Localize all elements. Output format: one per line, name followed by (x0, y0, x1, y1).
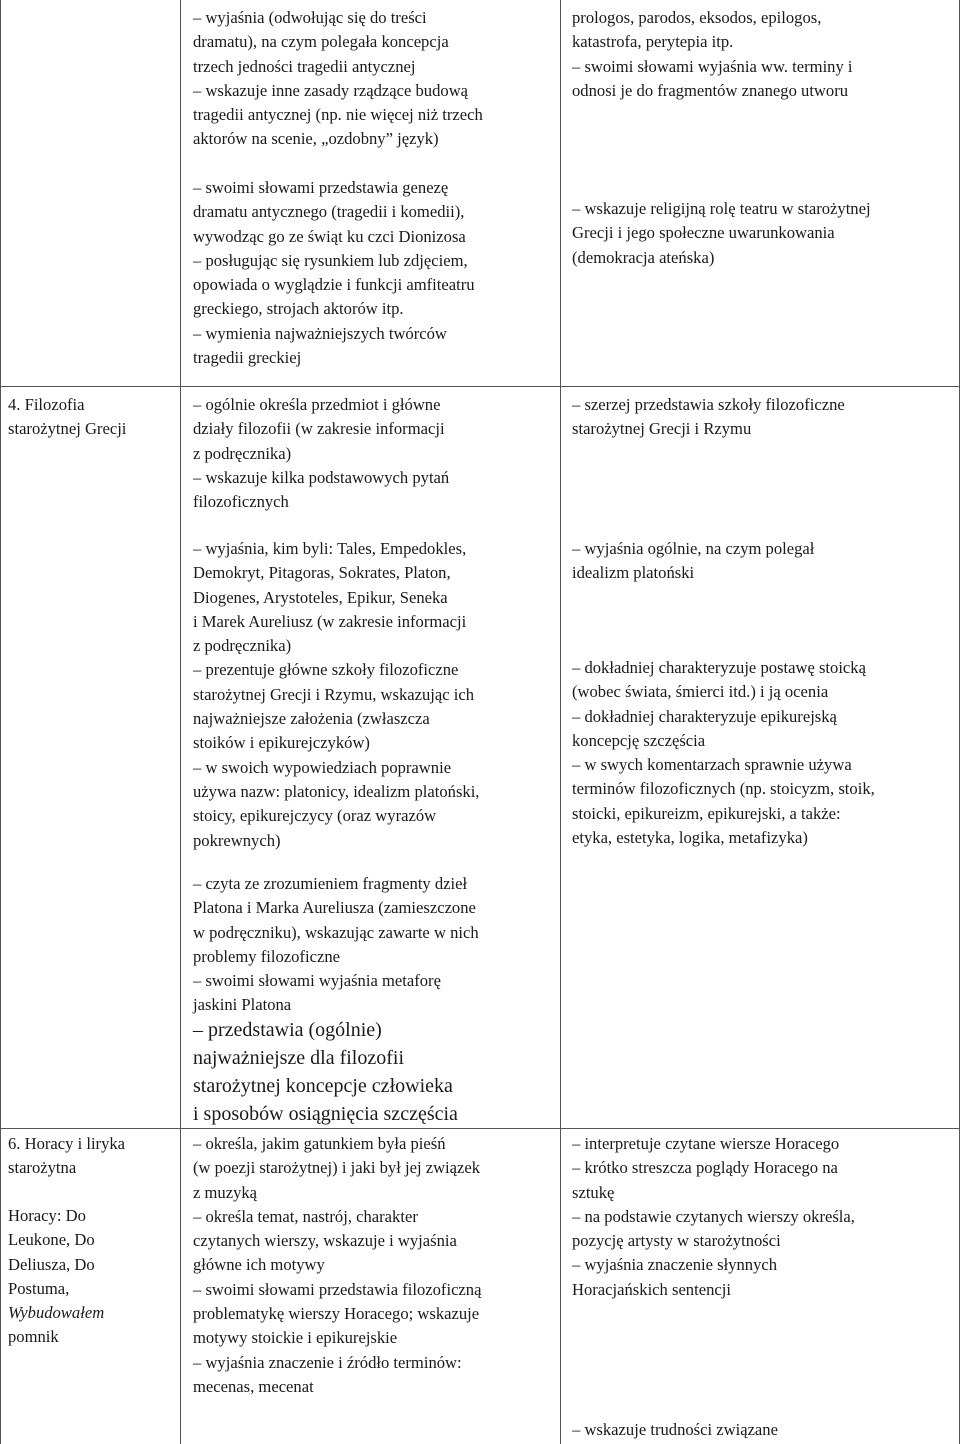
row3-col3b1: – wyjaśnia ogólnie, na czym polegał idealizm platoński (572, 539, 815, 583)
row3-col2b: – wyjaśnia, kim byli: Tales, Empedokles, Demokryt, Pitagoras, Sokrates, Platon, Diogenes, Arystoteles, Epikur, Seneka i Marek Aureliusz (w zakresie informacji z podręcznika) – prezentuje główne szkoły filozoficzne starożytnej Grecji i Rzymu, wskazując ich najważniejsze założenia (zwłaszcza stoików i epikurejczyków) – w swoich wypowiedziach poprawnie używa nazw: platonicy, idealizm platoński, stoicy, epikurejczycy (oraz wyrazów pokrewnych) (193, 539, 480, 850)
row1-col3: prologos, parodos, eksodos, epilogos, katastrofa, perytepia itp. – swoimi słowami wyjaśnia ww. terminy i odnosi je do fragmentów znanego utworu (572, 8, 853, 100)
row3-col2a: – ogólnie określa przedmiot i główne działy filozofii (w zakresie informacji z podręcznika) – wskazuje kilka podstawowych pytań filozoficznych (193, 395, 450, 512)
row2-col3: – wskazuje religijną rolę teatru w starożytnej Grecji i jego społeczne uwarunkowania (demokracja ateńska) (572, 199, 871, 267)
row4-topic: 6. Horacy i liryka starożytna (8, 1134, 126, 1178)
table-border-row-2 (0, 1128, 960, 1129)
row3-col2c: – czyta ze zrozumieniem fragmenty dzieł Platona i Marka Aureliusza (zamieszczone w podręczniku), wskazując zawarte w nich problemy filozoficzne – swoimi słowami wyjaśnia metaforę jaskini Platona (193, 874, 479, 1015)
row4-topic-works: Horacy: Do Leukone, Do Deliusza, Do Postuma, Wybudowałem pomnik (8, 1206, 105, 1347)
table-border-row-1 (0, 386, 960, 387)
table-border-col2 (560, 0, 561, 1444)
row4-col2: – określa, jakim gatunkiem była pieśń (w poezji starożytnej) i jaki był jej związek z muzyką – określa temat, nastrój, charakter czytanych wierszy, wskazuje i wyjaśnia główne ich motywy – swoimi słowami przedstawia filozoficzną problematykę wierszy Horacego; wskazuje motywy stoickie i epikurejskie – wyjaśnia znaczenie i źródło terminów: mecenas, mecenat (193, 1134, 482, 1396)
row4-col3-bottom: – wskazuje trudności związane (572, 1420, 778, 1439)
row1-col2: – wyjaśnia (odwołując się do treści dramatu), na czym polegała koncepcja trzech jedności tragedii antycznej – wskazuje inne zasady rządzące budową tragedii antycznej (np. nie więcej niż trzech aktorów na scenie, „ozdobny” język) (193, 8, 483, 149)
row3-col3b2: – dokładniej charakteryzuje postawę stoicką (wobec świata, śmierci itd.) i ją ocenia – dokładniej charakteryzuje epikurejską koncepcję szczęścia – w swych komentarzach sprawnie używa terminów filozoficznych (np. stoicyzm, stoik, stoicki, epikureizm, epikurejski, a także: etyka, estetyka, logika, metafizyka) (572, 658, 875, 848)
table-border-left (0, 0, 1, 1444)
row3-topic: 4. Filozofia starożytnej Grecji (8, 395, 127, 439)
row3-col2c-big: – przedstawia (ogólnie) najważniejsze dla filozofii starożytnej koncepcje człowieka i sposobów osiągnięcia szczęścia (193, 1019, 458, 1125)
row3-col3a: – szerzej przedstawia szkoły filozoficzne starożytnej Grecji i Rzymu (572, 395, 845, 439)
table-border-col1 (180, 0, 181, 1444)
row4-col3: – interpretuje czytane wiersze Horacego – krótko streszcza poglądy Horacego na sztukę – na podstawie czytanych wierszy określa, pozycję artysty w starożytności – wyjaśnia znaczenie słynnych Horacjańskich sentencji (572, 1134, 855, 1299)
row2-col2: – swoimi słowami przedstawia genezę dramatu antycznego (tragedii i komedii), wywodząc go ze świąt ku czci Dionizosa – posługując się rysunkiem lub zdjęciem, opowiada o wyglądzie i funkcji amfiteatru greckiego, strojach aktorów itp. – wymienia najważniejszych twórców tragedii greckiej (193, 178, 475, 368)
